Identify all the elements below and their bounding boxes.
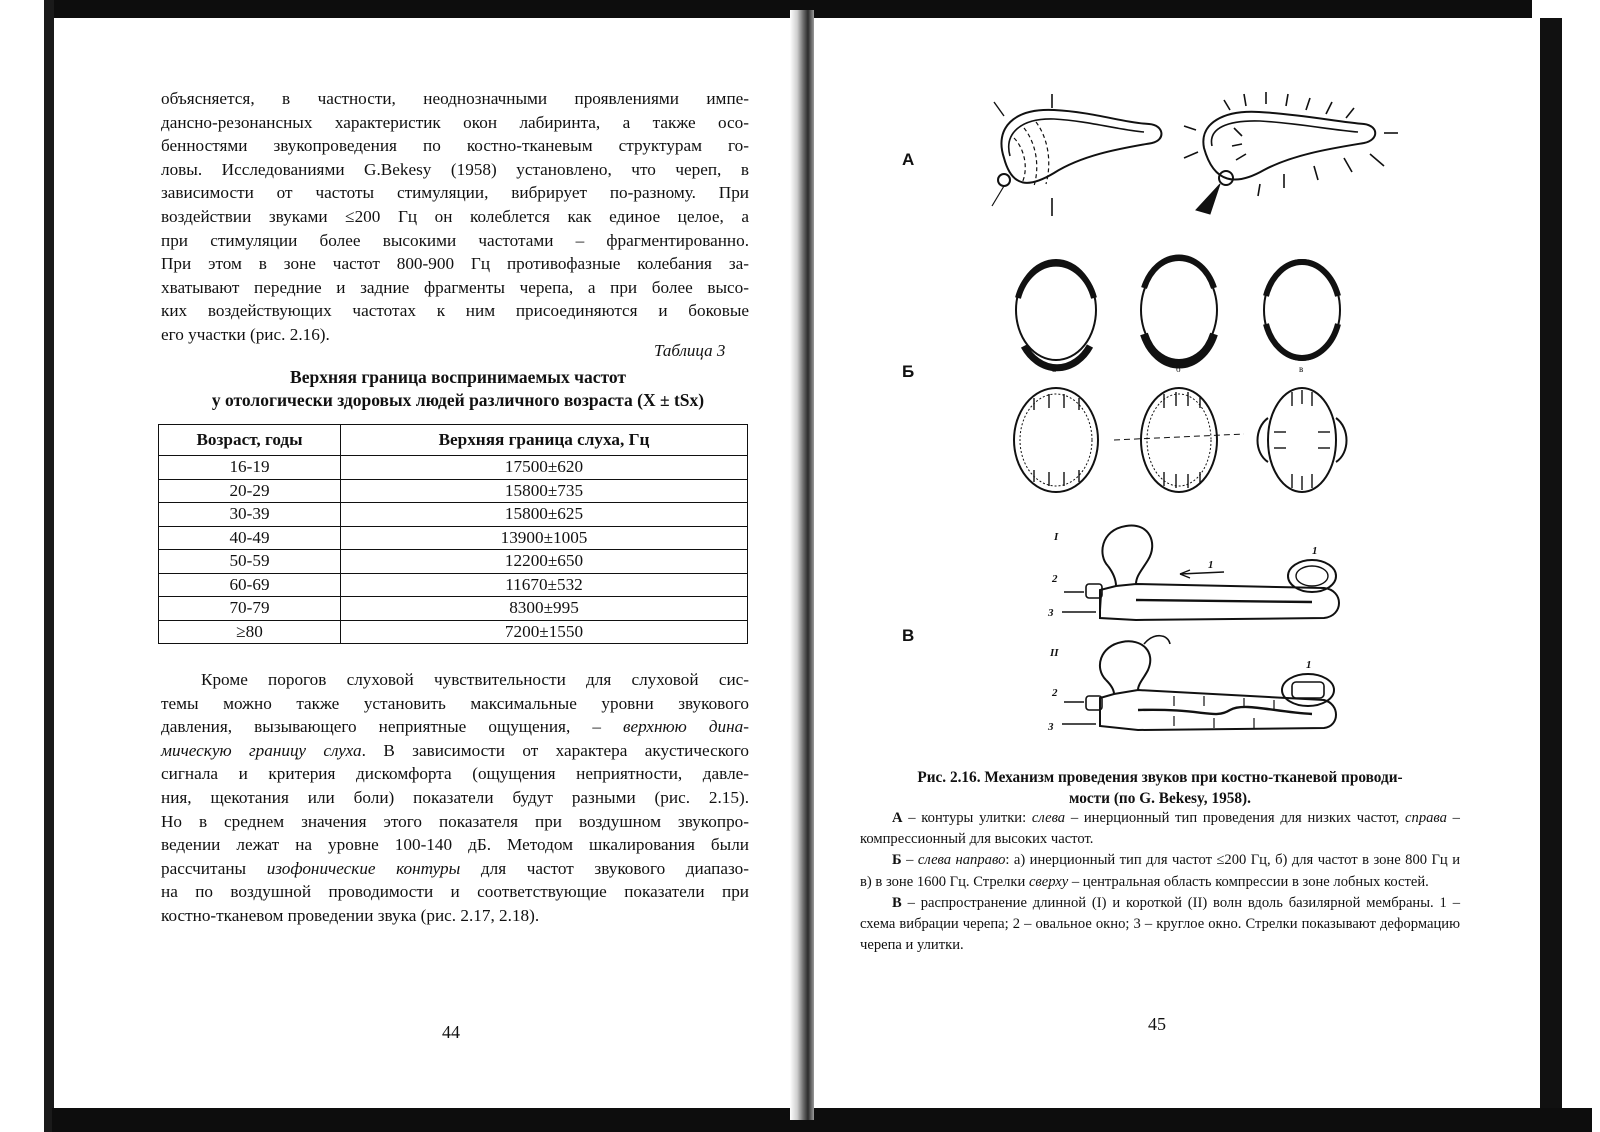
label-1-top: 1 (1208, 559, 1214, 571)
cell-age: 16-19 (159, 456, 341, 480)
text-span: на по воздушной проводимости и соответствующие показатели при (161, 882, 749, 902)
scan-border-right (1540, 18, 1562, 1118)
text-line: при стимуляции более высокими частотами – фрагментированно. (161, 230, 749, 250)
hearing-limit-table (158, 424, 748, 644)
caption-title-line-2: мости (по G. Bekesy, 1958). (1069, 790, 1251, 807)
table-title-line-2: у отологически здоровых людей различного возраста (X ± tSx) (211, 390, 705, 410)
mode-label-a: а (1052, 364, 1056, 374)
text-line: ловы. Исследованиями G.Bekesy (1958) установлено, что череп, в (161, 159, 749, 179)
book-gutter (790, 10, 814, 1120)
text-span: для частот звукового диапазо- (460, 858, 749, 878)
text-line: зависимости от частоты стимуляции, вибрирует по-разному. При (161, 183, 749, 203)
caption-italic: сверху (1028, 873, 1069, 890)
caption-span: – инерционный тип проведения для низких частот, (1065, 810, 1406, 826)
text-line: объясняется, в частности, неоднозначными проявлениями импе- (161, 89, 749, 108)
text-line: дансно-резонансных характеристик окон лабиринта, а также осо- (161, 112, 749, 132)
text-line (161, 692, 749, 716)
wave-label-i: I (1054, 531, 1059, 543)
text-line: При этом в зоне частот 800-900 Гц противофазные колебания за- (161, 254, 749, 274)
label-2-top: 2 (1052, 573, 1058, 585)
caption-span: – распространение длинной (I) и короткой (II) волн вдоль базилярной мембраны. 1 – схема вибрации черепа; 2 – овальное окно; 3 – круглое окно. Стрелки показывают деформацию черепа и улитки. (860, 894, 1460, 954)
cell-age: 70-79 (159, 597, 341, 621)
caption-bold: В (892, 894, 902, 911)
label-3-bottom: 3 (1048, 721, 1054, 733)
caption-italic: справа (1405, 810, 1447, 826)
table-row (159, 526, 748, 550)
text-span: сигнала и критерия дискомфорта (ощущения неприятности, давле- (161, 764, 749, 784)
scan-border-bottom (52, 1108, 1592, 1132)
cell-age: 30-39 (159, 503, 341, 527)
table-row (159, 573, 748, 597)
cell-upper-limit: 15800±735 (341, 479, 748, 503)
cell-age: 40-49 (159, 526, 341, 550)
header-age: Возраст, годы (159, 425, 341, 456)
caption-panel-a (860, 808, 1460, 850)
paragraph-bekesy (161, 87, 749, 347)
cell-upper-limit: 11670±532 (341, 573, 748, 597)
text-span: Но в среднем значения этого показателя при воздушном звукопро- (161, 811, 749, 831)
caption-italic: слева (1031, 810, 1066, 826)
page-number-left: 44 (442, 1022, 460, 1042)
page-number-right: 45 (1148, 1014, 1166, 1034)
table-row (159, 479, 748, 503)
caption-title-line-1: Рис. 2.16. Механизм проведения звуков при костно-тканевой проводи- (917, 769, 1403, 786)
text-span: темы можно также установить максимальные уровни звукового (161, 693, 749, 713)
mode-label-c: в (1299, 364, 1304, 374)
caption-span: : а) инерционный тип для частот ≤200 Гц, б) для частот в зоне 800 Гц и в) в зоне 1600 Гц. Стрелки (860, 852, 1461, 890)
table-row (159, 456, 748, 480)
table-row (159, 550, 748, 574)
text-span: давления, вызывающего неприятные ощущения, – (161, 717, 624, 737)
caption-bold: А (892, 810, 903, 826)
text-line: хватывают передние и задние фрагменты черепа, а при более высо- (161, 277, 749, 297)
wave-label-ii: II (1050, 647, 1059, 659)
caption-span: – (901, 852, 918, 869)
table-row (159, 597, 748, 621)
mode-label-b: б (1176, 364, 1181, 374)
scan-border-left (44, 0, 54, 1132)
text-line (161, 904, 749, 928)
label-1-skull-ii: 1 (1306, 659, 1312, 671)
caption-span: – контуры улитки: (902, 810, 1032, 826)
table-title (158, 366, 758, 412)
cell-upper-limit: 15800±625 (341, 503, 748, 527)
text-span: ведении лежат на уровне 100-140 дБ. Методом шкалирования были (161, 835, 749, 855)
caption-italic: слева направо (917, 852, 1006, 869)
panel-label-c: В (902, 626, 915, 645)
italic-term: мическую границу слуха (161, 740, 362, 760)
cell-age: 20-29 (159, 479, 341, 503)
caption-bold: Б (892, 852, 902, 869)
table-title-line-1: Верхняя граница воспринимаемых частот (290, 367, 626, 387)
text-span: рассчитаны (161, 858, 267, 878)
caption-span: – компрессионный для высоких частот. (860, 810, 1460, 848)
text-line: воздействии звуками ≤200 Гц он колеблется как единое целое, а (161, 206, 749, 226)
label-1-skull: 1 (1312, 545, 1318, 557)
cell-upper-limit: 17500±620 (341, 456, 748, 480)
table-row (159, 620, 748, 644)
italic-term: верхнюю дина- (623, 717, 749, 737)
text-line: ких воздействующих частотах к ним присоединяются и боковые (161, 301, 749, 321)
text-span: Кроме порогов слуховой чувствительности для слуховой сис- (201, 670, 749, 689)
italic-term: изофонические контуры (266, 858, 461, 878)
text-line (161, 762, 749, 786)
figure-caption-title (860, 767, 1460, 809)
cell-age: 60-69 (159, 573, 341, 597)
figure-panel-c (1044, 520, 1364, 750)
figure-panel-b (1004, 248, 1384, 498)
left-page (54, 0, 790, 1110)
header-upper-limit: Верхняя граница слуха, Гц (341, 425, 748, 456)
text-line: его участки (рис. 2.16). (161, 324, 330, 344)
paragraph-dynamic-limit (161, 668, 749, 928)
text-line (161, 715, 749, 739)
cell-age: 50-59 (159, 550, 341, 574)
panel-label-a: А (902, 150, 915, 169)
cell-upper-limit: 13900±1005 (341, 526, 748, 550)
text-span: костно-тканевом проведении звука (рис. 2.17, 2.18). (161, 905, 540, 925)
text-line (161, 880, 749, 904)
text-span: . В зависимости от характера акустического (361, 740, 749, 760)
cochlea-outline-right (1203, 112, 1375, 180)
caption-span: – центральная область компрессии в зоне лобных костей. (1068, 873, 1429, 890)
text-line (161, 739, 749, 763)
text-line (161, 668, 749, 692)
cell-upper-limit: 12200±650 (341, 550, 748, 574)
cell-age: ≥80 (159, 620, 341, 644)
text-line (161, 833, 749, 857)
right-page (814, 0, 1540, 1110)
text-span: ния, щекотания или боли) показатели будут разными (рис. 2.15). (161, 787, 749, 807)
text-line: бенностями звукопроведения по костно-тканевым структурам го- (161, 136, 749, 156)
text-line (161, 786, 749, 810)
text-line (161, 810, 749, 834)
table-label: Таблица 3 (654, 341, 726, 360)
figure-panel-a (974, 88, 1414, 228)
text-line (161, 857, 749, 881)
caption-panel-b (860, 850, 1460, 892)
cell-upper-limit: 8300±995 (341, 597, 748, 621)
table-header-row (159, 425, 748, 456)
table-row (159, 503, 748, 527)
caption-panel-c (860, 893, 1460, 957)
label-3-top: 3 (1048, 607, 1054, 619)
label-2-bottom: 2 (1052, 687, 1058, 699)
cell-upper-limit: 7200±1550 (341, 620, 748, 644)
figure-caption-text (860, 808, 1460, 956)
panel-label-b: Б (902, 362, 915, 381)
